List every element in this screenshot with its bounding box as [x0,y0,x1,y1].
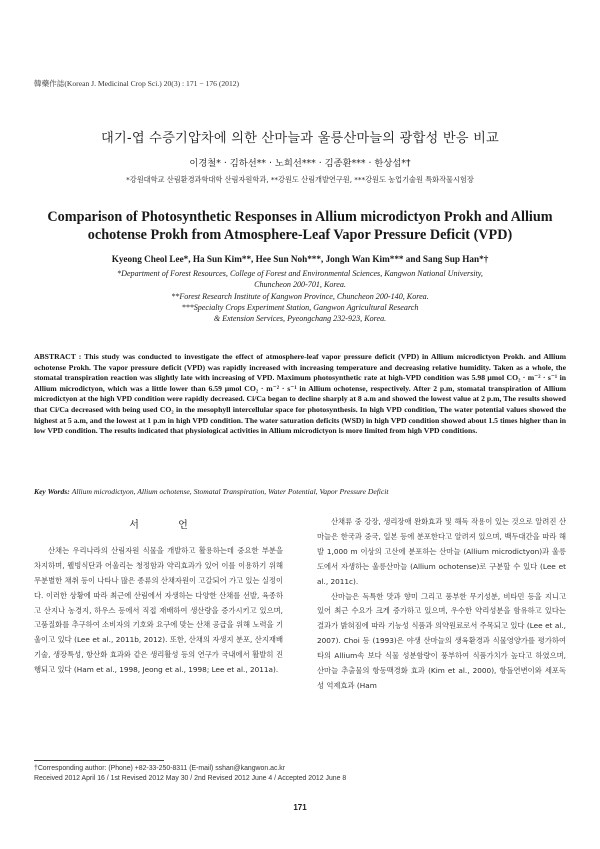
corresponding-author: †Corresponding author: (Phone) +82-33-250-8311 (E-mail) sshan@kangwon.ac.kr [34,765,286,772]
english-title-line-1: Comparison of Photosynthetic Responses in Allium microdictyon Prokh and Allium [47,209,553,225]
keywords-label: Key Words: [34,487,70,496]
korean-authors: 이경철* · 김하선** · 노희선*** · 김종환*** · 한상섭*† [189,158,411,169]
affiliation-line: ***Specialty Crops Experiment Station, Gangwon Agricultural Research [181,302,419,312]
body-paragraph: 산마늘은 독특한 맛과 향미 그리고 풍부한 무기성분, 비타민 등을 지니고 있어 최근 수요가 크게 증가하고 있으며, 우수한 약리성분을 함유하고 있다는 결과가 밝혀짐에 따라 기능성 식품과 의약원료로서 주목되고 있다 (Lee et al., 2007). Choi 등 (1993)은 야생 산마늘의 생육환경과 식물영양가를 평가하여 타의 Allium속 보다 식물 성분함량이 풍부하여 식품가치가 높다고 하였으며, 산마늘 추출물의 항동맥경화 효과 (Kim et al., 2000), 항돌연변이와 세포독성 억제효과 (Ham [317,591,566,690]
korean-title: 대기-엽 수증기압차에 의한 산마늘과 울릉산마늘의 광합성 반응 비교 [101,131,499,146]
affiliation-line: **Forest Research Institute of Kangwon Province, Chuncheon 200-140, Korea. [171,291,429,301]
english-title [30,208,570,244]
english-title-line-2: ochotense Prokh from Atmosphere-Leaf Vapor Pressure Deficit (VPD) [87,227,513,243]
received-dates: Received 2012 April 16 / 1st Revised 2012 May 30 / 2nd Revised 2012 June 4 / Accepted 2012 June 8 [34,774,347,782]
abstract: ABSTRACT : This study was conducted to investigate the effect of atmosphere-leaf vapor pressure deficit (VPD) in Allium microdictyon Prokh. and Allium ochotense Prokh. The vapor pressure deficit (VPD) was rapidly increased with increasing temperature and decreasing relative humidity. Taken as a whole, the stomatal transpiration reaction was slightly late with increasing of VPD. Maximum photosynthetic rate at high-VPD condition was 5.98 μmol CO₂ · m⁻² · s⁻¹ in Allium microdictyon, which was a little lower than 6.59 μmol CO₂ · m⁻² · s⁻¹ in Allium ochotense, respectively. After 2 p.m, stomatal transpiration of Allium microdictyon at the high VPD condition were rapidly decreased. Ci/Ca began to decline sharply at 8 a.m and showed the lowest value at 2 p.m, The results showed that Ci/Ca decreased with being used CO₂ in the mesophyll intercellular space for photosynthesis. In high VPD condition, The water potential values showed the highest at 5 a.m, and the lowest at 1 p.m in high VPD condition. The water saturation deficits (WSD) in high VPD condition showed about 1.5 times higher than in low VPD condition. The results indicated that physiological activities in Allium microdictyon is more limited from high VPD conditions. [34,352,566,436]
keywords-text: Allium microdictyon, Allium ochotense, Stomatal Transpiration, Water Potential, Vapor Pressure Deficit [71,487,389,496]
page-number: 171 [293,803,307,812]
affiliation-line: *Department of Forest Resources, College of Forest and Environmental Sciences, Kangwon National University, [117,269,483,278]
footnote-divider [34,760,164,761]
keywords [34,487,566,496]
body-paragraph: 산채는 우리나라의 산림자원 식물을 개발하고 활용하는데 중요한 부분을 차지하며, 웰빙식단과 어울리는 청정함과 약리효과가 있어 이를 이용하기 위해 무분별한 채취 등이 나타나 많은 종류의 산채자원이 고갈되어 가고 있는 실정이다. 이러한 상황에 따라 최근에 산림에서 자생하는 다양한 산채를 선발, 육종하고 산지나 농경지, 하우스 등에서 직접 재배하여 생산량을 증가시키고 있으며, 고품질화를 추구하여 소비자의 기호와 요구에 맞는 산채 공급을 위해 노력을 기울이고 있다 (Lee et al., 2011b, 2012). 또한, 산채의 자생지 분포, 산지재배기술, 생장특성, 항산화 효과와 같은 생리활성 등의 연구가 국내에서 활발히 진행되고 있다 (Ham et al., 1998, Jeong et al., 1998; Lee et al., 2011a). [34,545,283,675]
footnote [34,764,346,783]
english-authors: Kyeong Cheol Lee*, Ha Sun Kim**, Hee Sun Noh***, Jongh Wan Kim*** and Sang Sup Han*† [111,254,489,264]
journal-citation: 韓藥作誌(Korean J. Medicinal Crop Sci.) 20(3) : 171 − 176 (2012) [34,79,240,88]
left-column [34,515,283,678]
affiliation-line: & Extension Services, Pyeongchang 232-923, Korea. [213,314,387,324]
english-affiliations [40,268,560,324]
right-column [317,515,566,694]
affiliation-line: Chuncheon 200-701, Korea. [254,280,346,290]
body-paragraph: 산채류 중 강장, 생리장애 완화효과 및 해독 작용이 있는 것으로 알려진 산마늘은 한국과 중국, 일본 등에 분포한다고 알려져 있으며, 백두대간을 따라 해발 1,000 m 이상의 고산에 분포하는 산마늘 (Allium microdictyon)과 울릉도에서 자생하는 울릉산마늘 (Allium ochotense)로 구분할 수 있다 (Lee et al., 2011c). [317,517,566,586]
section-heading: 서 언 [129,520,206,531]
korean-affiliations: *강원대학교 산림환경과학대학 산림자원학과, **강원도 산림개발연구원, ***강원도 농업기술원 특화작물시험장 [126,175,474,184]
